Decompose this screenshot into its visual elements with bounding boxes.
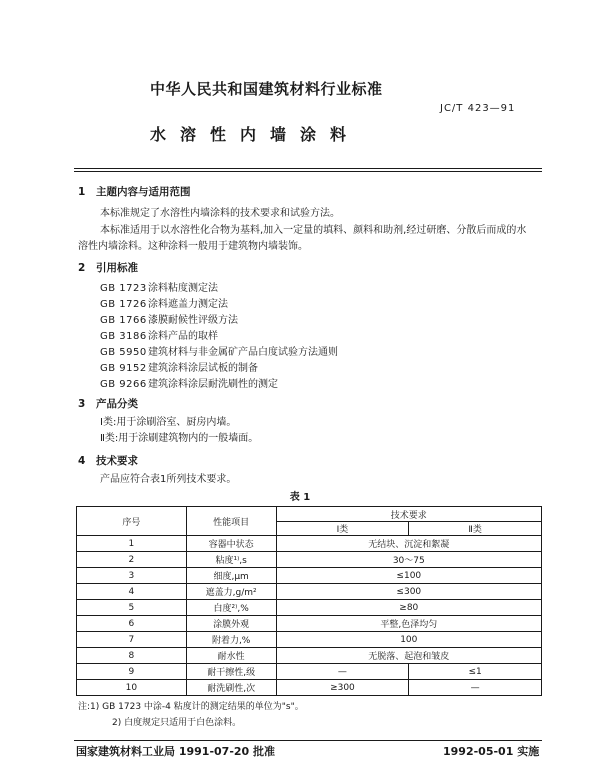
cell-no: 2 — [77, 552, 187, 568]
cell-item: 附着力,% — [186, 632, 276, 648]
table-row — [77, 648, 542, 664]
cell-requirement: 100 — [276, 632, 541, 648]
cell-class-2: — — [409, 680, 542, 696]
table-row — [77, 664, 542, 680]
section-1-para-2-line-1: 本标准适用于以水溶性化合物为基料,加入一定量的填料、颜料和助剂,经过研磨、分散后而成的水 — [100, 225, 527, 236]
technical-requirements-table — [76, 506, 542, 696]
cell-requirement: 无结块、沉淀和絮凝 — [276, 536, 541, 552]
cell-requirement: ≤300 — [276, 584, 541, 600]
section-2-heading: 2 引用标准 — [78, 262, 138, 274]
cell-item: 细度,μm — [186, 568, 276, 584]
class-1-definition: Ⅰ类:用于涂刷浴室、厨房内墙。 — [100, 417, 237, 428]
reference-item: GB 3186涂料产品的取样 — [100, 331, 218, 342]
cell-item: 耐洗刷性,次 — [186, 680, 276, 696]
cell-requirement: ≥80 — [276, 600, 541, 616]
section-1-heading: 1 主题内容与适用范围 — [78, 186, 191, 198]
cell-item: 容器中状态 — [186, 536, 276, 552]
standard-code: JC/T 423—91 — [440, 103, 516, 114]
header-requirement: 技术要求 — [276, 507, 541, 522]
table-row — [77, 616, 542, 632]
cell-no: 8 — [77, 648, 187, 664]
table-row — [77, 568, 542, 584]
section-4-heading: 4 技术要求 — [78, 455, 138, 467]
table-row — [77, 632, 542, 648]
cell-requirement: 无脱落、起泡和皱皮 — [276, 648, 541, 664]
cell-no: 7 — [77, 632, 187, 648]
cell-no: 4 — [77, 584, 187, 600]
header-item: 性能项目 — [186, 507, 276, 536]
header-no: 序号 — [77, 507, 187, 536]
cell-item: 耐干擦性,级 — [186, 664, 276, 680]
cell-item: 粘度¹⁾,s — [186, 552, 276, 568]
section-1-para-2-line-2: 溶性内墙涂料。这种涂料一般用于建筑物内墙装饰。 — [78, 241, 308, 252]
section-4-para: 产品应符合表1所列技术要求。 — [100, 474, 237, 485]
section-1-para-1: 本标准规定了水溶性内墙涂料的技术要求和试验方法。 — [100, 208, 340, 219]
cell-no: 1 — [77, 536, 187, 552]
section-3-heading: 3 产品分类 — [78, 398, 138, 410]
reference-item: GB 1723涂料粘度测定法 — [100, 283, 218, 294]
cell-class-1: ≥300 — [276, 680, 409, 696]
document-title: 水溶性内墙涂料 — [150, 125, 361, 144]
cell-class-2: ≤1 — [409, 664, 542, 680]
issuing-organization: 中华人民共和国建筑材料行业标准 — [150, 80, 383, 98]
table-row — [77, 600, 542, 616]
table-note-2: 2) 白度规定只适用于白色涂料。 — [112, 718, 242, 728]
table-row — [77, 552, 542, 568]
cell-no: 6 — [77, 616, 187, 632]
table-row — [77, 584, 542, 600]
cell-item: 耐水性 — [186, 648, 276, 664]
cell-class-1: — — [276, 664, 409, 680]
header-rule-thick — [74, 168, 542, 169]
reference-item: GB 9152建筑涂料涂层试板的制备 — [100, 363, 258, 374]
reference-item: GB 1766漆膜耐候性评级方法 — [100, 315, 238, 326]
class-2-definition: Ⅱ类:用于涂刷建筑物内的一般墙面。 — [100, 433, 259, 444]
cell-requirement: 平整,色泽均匀 — [276, 616, 541, 632]
cell-item: 遮盖力,g/m² — [186, 584, 276, 600]
reference-item: GB 9266建筑涂料涂层耐洗刷性的测定 — [100, 379, 278, 390]
header-class-1: Ⅰ类 — [276, 522, 409, 536]
table-row — [77, 536, 542, 552]
effective-date: 1992-05-01 实施 — [443, 745, 540, 758]
reference-item: GB 1726涂料遮盖力测定法 — [100, 299, 228, 310]
header-class-2: Ⅱ类 — [409, 522, 542, 536]
cell-no: 5 — [77, 600, 187, 616]
cell-item: 白度²⁾,% — [186, 600, 276, 616]
table-note-1: 注:1) GB 1723 中涂-4 粘度计的测定结果的单位为"s"。 — [78, 702, 304, 712]
cell-requirement: ≤100 — [276, 568, 541, 584]
cell-no: 9 — [77, 664, 187, 680]
approval-line: 国家建筑材料工业局 1991-07-20 批准 — [76, 745, 276, 758]
cell-item: 涂膜外观 — [186, 616, 276, 632]
cell-no: 3 — [77, 568, 187, 584]
table-row — [77, 680, 542, 696]
table-caption: 表 1 — [289, 492, 311, 503]
cell-requirement: 30～75 — [276, 552, 541, 568]
cell-no: 10 — [77, 680, 187, 696]
header-rule-thin — [74, 171, 542, 172]
reference-item: GB 5950建筑材料与非金属矿产品白度试验方法通则 — [100, 347, 338, 358]
table-header-row — [77, 507, 542, 522]
footer-rule — [74, 740, 542, 741]
